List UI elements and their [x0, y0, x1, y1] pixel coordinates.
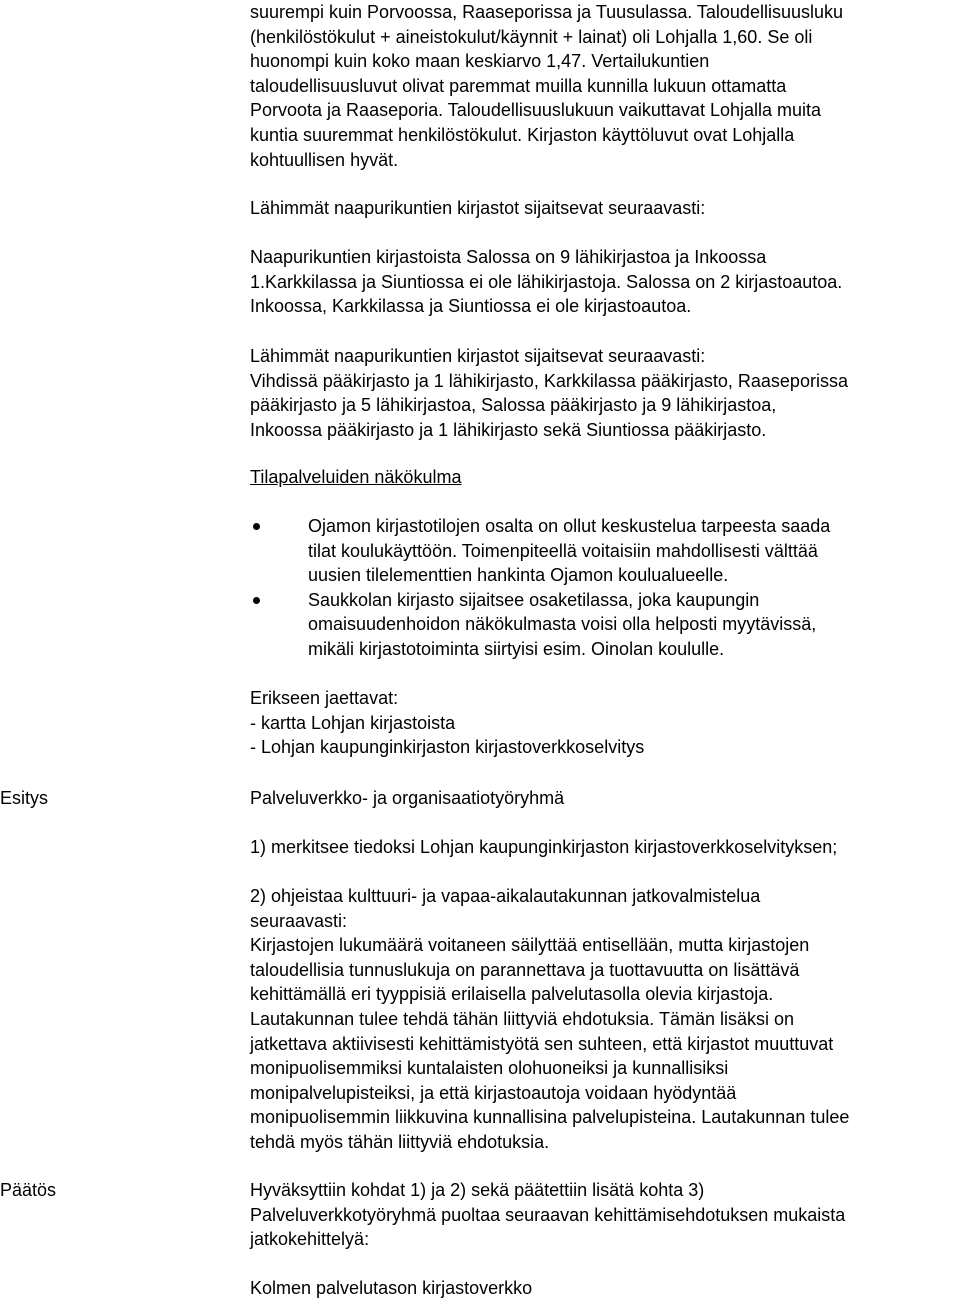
text-line: monipuolisemmiksi kuntalaisten olohuoneiksi ja kunnallisiksi	[250, 1058, 729, 1079]
text-line: Inkoossa, Karkkilassa ja Siuntiossa ei ole kirjastoautoa.	[250, 296, 692, 317]
text-line: taloudellisia tunnuslukuja on parannettava ja tuottavuutta on lisättävä	[250, 959, 800, 980]
bullet-icon	[253, 523, 260, 530]
body-paragraph	[250, 344, 960, 442]
esitys-label: Esitys	[0, 788, 49, 808]
text-line: taloudellisuusluvut olivat paremmat muilla kunnilla lukuun ottamatta	[250, 75, 787, 96]
text-line: Porvoota ja Raaseporia. Taloudellisuuslukuun vaikuttavat Lohjalla muita	[250, 100, 822, 121]
text-line: monipalvelupisteiksi, ja että kirjastoautoja voidaan hyödyntää	[250, 1082, 737, 1103]
text-line: Vihdissä pääkirjasto ja 1 lähikirjasto, Karkkilassa pääkirjasto, Raaseporissa	[250, 370, 848, 391]
text-line: omaisuudenhoidon näkökulmasta voisi olla helposti myytävissä,	[308, 614, 817, 635]
text-line: huonompi kuin koko maan keskiarvo 1,47. Vertailukuntien	[250, 51, 710, 72]
decision-subject: Kolmen palvelutason kirjastoverkko	[250, 1278, 533, 1298]
text-line: tilat koulukäyttöön. Toimenpiteellä voitaisiin mahdollisesti välttää	[308, 540, 818, 561]
attachments-block	[250, 686, 960, 760]
text-line: (henkilöstökulut + aineistokulut/käynnit + lainat) oli Lohjalla 1,60. Se oli	[250, 26, 813, 47]
text-line: Lautakunnan tulee tehdä tähän liittyviä ehdotuksia. Tämän lisäksi on	[250, 1008, 795, 1029]
text-line: kuntia suuremmat henkilöstökulut. Kirjaston käyttöluvut ovat Lohjalla	[250, 124, 795, 145]
text-line: kehittämällä eri tyyppisiä erilaisella palvelutasolla olevia kirjastoja.	[250, 984, 774, 1005]
text-line: seuraavasti:	[250, 910, 348, 931]
bullet-icon	[253, 597, 260, 604]
text-line: Saukkolan kirjasto sijaitsee osaketilassa, joka kaupungin	[308, 589, 760, 610]
text-line: Hyväksyttiin kohdat 1) ja 2) sekä päätettiin lisätä kohta 3)	[250, 1180, 705, 1200]
proposal-item-1: 1) merkitsee tiedoksi Lohjan kaupunginkirjaston kirjastoverkkoselvityksen;	[250, 837, 838, 857]
text-line: mikäli kirjastotoiminta siirtyisi esim. Oinolan koululle.	[308, 638, 725, 659]
list-item	[250, 588, 960, 662]
attachment-item: - kartta Lohjan kirjastoista	[250, 712, 456, 733]
text-line: Lähimmät naapurikuntien kirjastot sijaitsevat seuraavasti:	[250, 346, 706, 366]
proposal-item-2	[250, 884, 960, 1155]
text-line: Inkoossa pääkirjasto ja 1 lähikirjasto sekä Siuntiossa pääkirjasto.	[250, 419, 767, 440]
text-line: uusien tilelementtien hankinta Ojamon koulualueelle.	[308, 565, 729, 586]
text-line: jatkokehittelyä:	[250, 1229, 370, 1250]
text-line: Naapurikuntien kirjastoista Salossa on 9 lähikirjastoa ja Inkoossa	[250, 247, 767, 267]
list-item	[250, 514, 960, 588]
attachments-title: Erikseen jaettavat:	[250, 688, 399, 708]
text-line: kohtuullisen hyvät.	[250, 149, 399, 170]
bullet-list	[250, 514, 960, 662]
text-line: pääkirjasto ja 5 lähikirjastoa, Salossa pääkirjasto ja 9 lähikirjastoa,	[250, 395, 777, 416]
text-line: Palveluverkkotyöryhmä puoltaa seuraavan kehittämisehdotuksen mukaista	[250, 1204, 846, 1225]
text-line: 2) ohjeistaa kulttuuri- ja vapaa-aikalautakunnan jatkovalmistelua	[250, 886, 761, 906]
text-line: Kirjastojen lukumäärä voitaneen säilyttää entisellään, mutta kirjastojen	[250, 935, 810, 956]
paatos-label: Päätös	[0, 1180, 57, 1200]
text-line: monipuolisemmin liikkuvina kunnallisina palvelupisteina. Lautakunnan tulee	[250, 1107, 850, 1128]
section-heading: Tilapalveluiden näkökulma	[250, 467, 462, 487]
body-paragraph	[250, 245, 960, 319]
decision-text	[250, 1178, 960, 1252]
body-paragraph	[250, 0, 960, 172]
text-line: jatkettava aktiivisesti kehittämistyötä sen suhteen, että kirjastot muuttuvat	[250, 1033, 834, 1054]
text-line: suurempi kuin Porvoossa, Raaseporissa ja Tuusulassa. Taloudellisuusluku	[250, 2, 843, 22]
body-paragraph: Lähimmät naapurikuntien kirjastot sijaitsevat seuraavasti:	[250, 198, 706, 218]
text-line: Ojamon kirjastotilojen osalta on ollut keskustelua tarpeesta saada	[308, 516, 831, 536]
text-line: 1.Karkkilassa ja Siuntiossa ei ole lähikirjastoja. Salossa on 2 kirjastoautoa.	[250, 271, 843, 292]
attachment-item: - Lohjan kaupunginkirjaston kirjastoverkkoselvitys	[250, 737, 645, 758]
proposal-group: Palveluverkko- ja organisaatiotyöryhmä	[250, 788, 565, 808]
text-line: tehdä myös tähän liittyviä ehdotuksia.	[250, 1131, 550, 1152]
